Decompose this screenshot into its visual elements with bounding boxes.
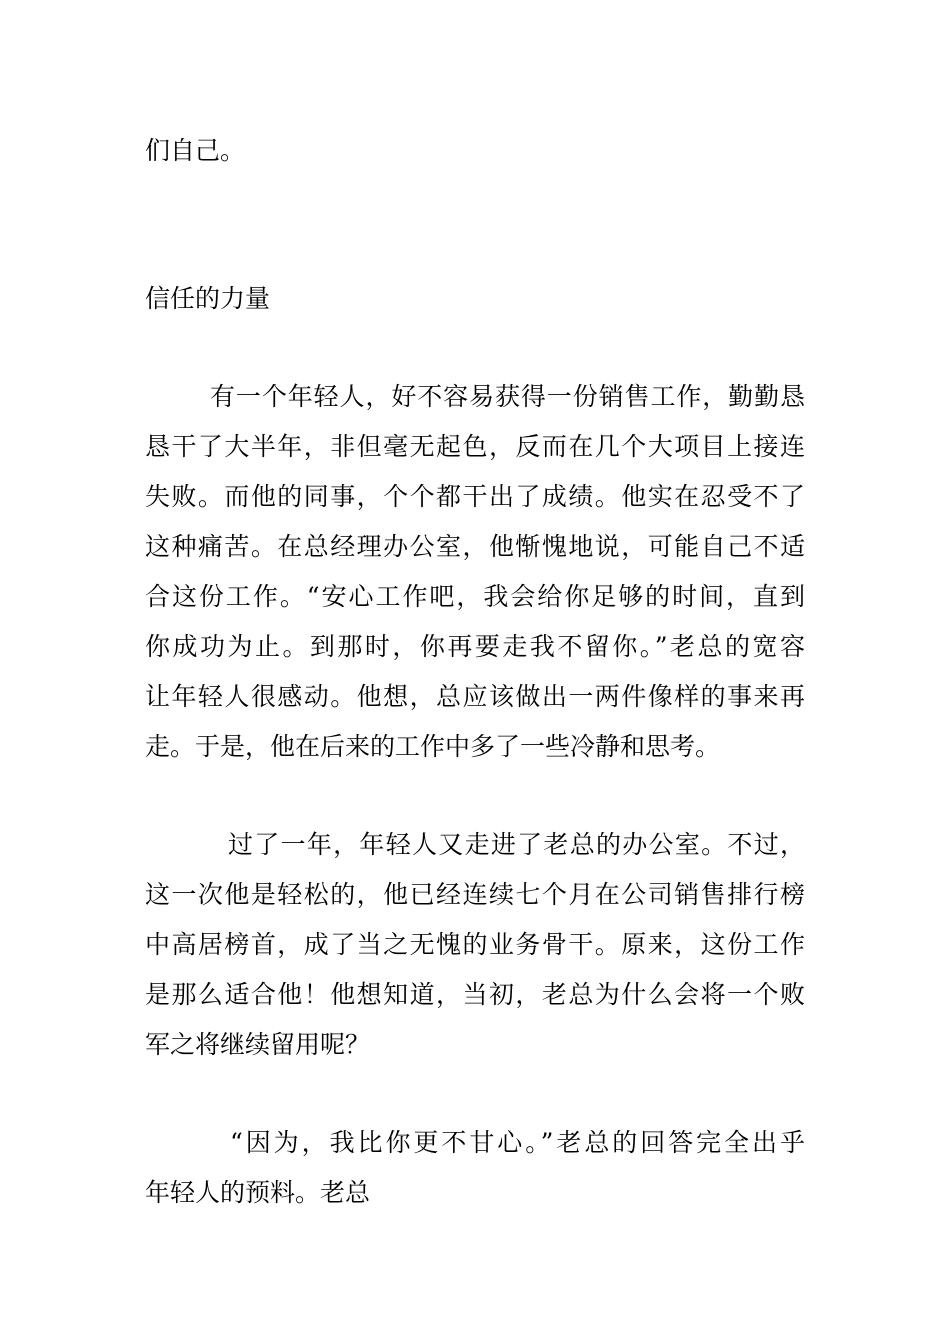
paragraph-line: “因为，我比你更不甘心。”老总的回答完全出乎 bbox=[230, 1128, 805, 1157]
paragraph-line: 中高居榜首，成了当之无愧的业务骨干。原来，这份工作 bbox=[145, 930, 805, 959]
paragraph-line: 有一个年轻人，好不容易获得一份销售工作，勤勤恳 bbox=[210, 382, 805, 411]
paragraph-line: 恳干了大半年，非但毫无起色，反而在几个大项目上接连 bbox=[145, 432, 805, 461]
paragraph-line: 这种痛苦。在总经理办公室，他惭愧地说，可能自己不适 bbox=[145, 532, 805, 561]
paragraph-line: 合这份工作。“安心工作吧，我会给你足够的时间，直到 bbox=[145, 582, 805, 611]
paragraph-line: 年轻人的预料。老总 bbox=[145, 1178, 371, 1207]
paragraph-line: 失败。而他的同事，个个都干出了成绩。他实在忍受不了 bbox=[145, 482, 805, 511]
paragraph-line: 让年轻人很感动。他想，总应该做出一两件像样的事来再 bbox=[145, 682, 805, 711]
paragraph-line: 这一次他是轻松的，他已经连续七个月在公司销售排行榜 bbox=[145, 880, 805, 909]
paragraph-line: 过了一年，年轻人又走进了老总的办公室。不过， bbox=[228, 830, 805, 859]
section-title: 信任的力量 bbox=[145, 284, 271, 313]
paragraph-line: 军之将继续留用呢？ bbox=[145, 1030, 371, 1059]
paragraph-line: 走。于是，他在后来的工作中多了一些冷静和思考。 bbox=[145, 732, 721, 761]
paragraph-line: 是那么适合他！他想知道，当初，老总为什么会将一个败 bbox=[145, 980, 805, 1009]
carryover-text: 们自己。 bbox=[145, 136, 246, 165]
paragraph-line: 你成功为止。到那时，你再要走我不留你。”老总的宽容 bbox=[145, 632, 805, 661]
